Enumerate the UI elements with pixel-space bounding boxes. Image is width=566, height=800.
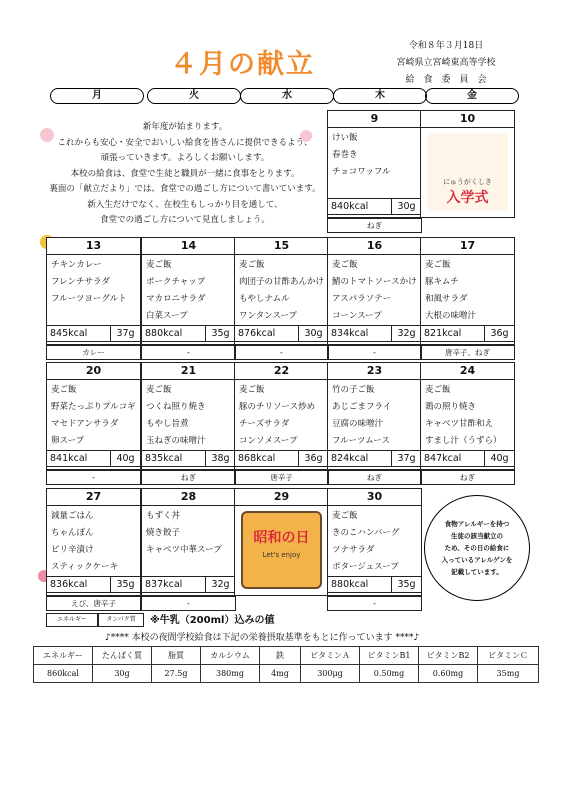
header-info <box>386 38 506 89</box>
protein-value: 32g <box>205 577 235 592</box>
nutrition-standards-table <box>33 646 539 683</box>
menu-item: 竹の子ご飯 <box>332 385 375 395</box>
energy-value: 824kcal <box>331 453 369 464</box>
allergen-note: - <box>327 345 422 360</box>
day-number: 24 <box>421 363 514 380</box>
std-header: たんぱく質 <box>93 647 152 665</box>
menu-list <box>332 257 417 325</box>
menu-list <box>425 382 502 450</box>
illustration <box>427 133 508 211</box>
menu-list <box>332 130 390 181</box>
menu-item: ちゃんぽん <box>51 528 94 538</box>
std-header: ビタミンB1 <box>360 647 419 665</box>
std-value: 300μg <box>301 665 360 683</box>
menu-item: ピリ辛漬け <box>51 545 94 555</box>
nutrition-box <box>420 450 515 467</box>
protein-value: 38g <box>205 451 235 466</box>
menu-item: もずく丼 <box>146 511 181 521</box>
nutrition-box <box>141 450 236 467</box>
allergen-note: ねぎ <box>327 470 422 485</box>
std-value: 4mg <box>260 665 301 683</box>
menu-item: すまし汁（うずら） <box>425 436 502 446</box>
allergen-note: カレー <box>46 345 141 360</box>
menu-item: 麦ご飯 <box>332 511 358 521</box>
menu-item: もやしナムル <box>239 294 290 304</box>
menu-item: あじごまフライ <box>332 402 392 412</box>
greeting-line: 本校の給食は、食堂で生徒と職員が一緒に食事をとります。 <box>70 168 300 179</box>
menu-item: 野菜たっぷりプルコギ <box>51 402 136 412</box>
std-header: 鉄 <box>260 647 301 665</box>
menu-item: チキンカレー <box>51 260 102 270</box>
legend-protein: タンパク質 <box>98 613 144 627</box>
std-value: 30g <box>93 665 152 683</box>
greeting-line: 新年度が始まります。 <box>142 122 228 132</box>
std-value: 27.5g <box>152 665 201 683</box>
menu-item: もやし旨煮 <box>146 419 189 429</box>
weekday-fri: 金 <box>425 88 519 104</box>
nutrition-box <box>234 450 329 467</box>
illustration-subtext: Let's enjoy <box>262 551 301 559</box>
day-number: 23 <box>328 363 421 380</box>
day-number: 29 <box>235 489 328 506</box>
menu-list <box>146 508 222 559</box>
protein-value: 30g <box>391 199 421 214</box>
energy-value: 835kcal <box>145 453 183 464</box>
legend-energy: エネルギー <box>46 613 98 627</box>
greeting-line: 新入生だけでなく、在校生もしっかり目を通して、 <box>87 199 283 210</box>
energy-value: 840kcal <box>331 201 369 212</box>
allergen-note: 唐辛子 <box>234 470 329 485</box>
menu-item: 卵スープ <box>51 436 85 446</box>
allergen-note: - <box>327 596 422 611</box>
menu-list <box>146 257 205 325</box>
menu-item: 焼き餃子 <box>146 528 181 538</box>
menu-item: キャベツ甘酢和え <box>425 419 494 429</box>
std-header: ビタミンＣ <box>478 647 539 665</box>
day-number: 30 <box>328 489 421 506</box>
menu-item: 大根の味噌汁 <box>425 311 477 321</box>
menu-item: 麦ご飯 <box>239 385 265 395</box>
day-number: 16 <box>328 238 421 255</box>
protein-value: 32g <box>391 326 421 341</box>
illustration-title: 入学式 <box>446 190 489 206</box>
energy-value: 821kcal <box>424 328 462 339</box>
issue-date: 令和８年３月18日 <box>408 41 484 51</box>
std-value: 0.60mg <box>419 665 478 683</box>
protein-value: 36g <box>298 451 328 466</box>
std-header: ビタミンB2 <box>419 647 478 665</box>
nutrition-box <box>46 325 141 342</box>
nutrition-box <box>327 325 422 342</box>
menu-list <box>239 382 315 450</box>
nutrition-box <box>327 576 422 593</box>
allergen-note: - <box>141 596 236 611</box>
menu-item: 麦ご飯 <box>239 260 265 270</box>
illustration <box>241 511 322 589</box>
allergy-note <box>424 495 530 601</box>
weekday-mon: 月 <box>50 88 144 104</box>
school-name: 宮崎県立宮崎東高等学校 <box>396 58 496 68</box>
allergy-line: 入っているアレルゲンを <box>441 556 513 564</box>
menu-item: コンソメスープ <box>239 436 298 446</box>
menu-list <box>51 382 136 450</box>
std-header: エネルギー <box>34 647 93 665</box>
energy-value: 836kcal <box>50 579 88 590</box>
day-number: 22 <box>235 363 328 380</box>
menu-item: 麦ご飯 <box>425 260 451 270</box>
energy-value: 880kcal <box>331 579 369 590</box>
energy-value: 847kcal <box>424 453 462 464</box>
menu-item: 麦ご飯 <box>51 385 77 395</box>
menu-list <box>51 257 127 308</box>
menu-item: マセドアンサラダ <box>51 419 119 429</box>
nutrition-box <box>327 450 422 467</box>
allergen-note: えび、唐辛子 <box>46 596 141 611</box>
day-cell <box>234 488 329 596</box>
nutrition-box <box>141 325 236 342</box>
protein-value: 35g <box>391 577 421 592</box>
day-number: 15 <box>235 238 328 255</box>
nutrition-box <box>327 198 422 215</box>
greeting-line: 食堂での過ごし方について見直しましょう。 <box>100 215 270 225</box>
nutrition-box <box>234 325 329 342</box>
illustration-title: 昭和の日 <box>253 530 310 546</box>
allergen-note: - <box>141 345 236 360</box>
energy-value: 837kcal <box>145 579 183 590</box>
weekday-wed: 水 <box>240 88 334 104</box>
day-number: 20 <box>47 363 140 380</box>
menu-item: スティックケーキ <box>51 562 119 572</box>
nutrition-box <box>141 576 236 593</box>
menu-list <box>425 257 476 325</box>
allergy-line: 記載しています。 <box>451 568 503 576</box>
menu-item: 減量ごはん <box>51 511 94 521</box>
day-number: 27 <box>47 489 140 506</box>
greeting-line: 頑張っていきます。よろしくお願いします。 <box>100 153 270 163</box>
protein-value: 37g <box>391 451 421 466</box>
day-number: 14 <box>142 238 235 255</box>
allergy-line: 食物アレルギーを持つ <box>444 520 510 528</box>
menu-item: けい飯 <box>332 133 358 143</box>
greeting-message <box>40 120 330 229</box>
menu-list <box>239 257 324 325</box>
menu-list <box>332 382 391 450</box>
energy-value: 845kcal <box>50 328 88 339</box>
day-cell <box>420 110 515 218</box>
std-header: 脂質 <box>152 647 201 665</box>
menu-item: 玉ねぎの味噌汁 <box>146 436 206 446</box>
menu-item: 肉団子の甘酢あんかけ <box>239 277 325 287</box>
page-title: ４月の献立 <box>170 49 315 80</box>
menu-list <box>146 382 206 450</box>
illustration-subtext: にゅうがくしき <box>443 178 492 186</box>
protein-value: 36g <box>484 326 514 341</box>
menu-item: 麦ご飯 <box>332 260 358 270</box>
standards-caption: ♪**** 本校の夜間学校給食は下記の栄養摂取基準をもとに作っています ****♪ <box>105 633 420 643</box>
allergen-note: ねぎ <box>327 218 422 233</box>
menu-item: 鶏の照り焼き <box>425 402 477 412</box>
nutrition-box <box>46 576 141 593</box>
menu-item: ポークチャップ <box>146 277 206 287</box>
menu-item: フルーツムース <box>332 436 390 446</box>
allergen-note: - <box>46 470 141 485</box>
nutrition-box <box>420 325 515 342</box>
std-header: カルシウム <box>201 647 260 665</box>
menu-item: チョコワッフル <box>332 167 391 177</box>
day-number: 21 <box>142 363 235 380</box>
allergy-line: 生徒の該当献立の <box>451 532 503 540</box>
menu-item: フルーツヨーグルト <box>51 294 127 304</box>
nutrition-box <box>46 450 141 467</box>
menu-item: 白菜スープ <box>146 311 188 321</box>
menu-item: フレンチサラダ <box>51 277 110 287</box>
day-number: 10 <box>421 111 514 128</box>
menu-list <box>332 508 399 576</box>
standards-value-row <box>34 665 539 683</box>
standards-header-row <box>34 647 539 665</box>
weekday-tue: 火 <box>147 88 241 104</box>
menu-item: コーンスープ <box>332 311 382 321</box>
menu-item: ツナサラダ <box>332 545 375 555</box>
protein-value: 40g <box>110 451 140 466</box>
std-header: ビタミンＡ <box>301 647 360 665</box>
day-number: 9 <box>328 111 421 128</box>
menu-item: きのこハンバーグ <box>332 528 400 538</box>
greeting-line: これからも安心・安全でおいしい給食を皆さんに提供できるよう、 <box>57 137 313 148</box>
std-value: 35mg <box>478 665 539 683</box>
menu-item: 豆腐の味噌汁 <box>332 419 384 429</box>
committee-name: 給 食 委 員 会 <box>405 75 487 85</box>
protein-value: 30g <box>298 326 328 341</box>
greeting-line: 裏面の「献立だより」では、食堂での過ごし方について書いています。 <box>49 184 321 194</box>
menu-item: 麦ご飯 <box>146 260 172 270</box>
menu-item: つくね照り焼き <box>146 402 206 412</box>
milk-note: ※牛乳（200ml）込みの値 <box>150 615 275 626</box>
std-value: 380mg <box>201 665 260 683</box>
weekday-thu: 木 <box>333 88 427 104</box>
energy-value: 834kcal <box>331 328 369 339</box>
energy-value: 841kcal <box>50 453 88 464</box>
menu-item: 麦ご飯 <box>146 385 172 395</box>
menu-item: マカロニサラダ <box>146 294 206 304</box>
day-number: 13 <box>47 238 140 255</box>
menu-item: 麦ご飯 <box>425 385 451 395</box>
day-number: 17 <box>421 238 514 255</box>
menu-item: 春巻き <box>332 150 358 160</box>
menu-item: アスパラソテー <box>332 294 392 304</box>
menu-item: ポタージュスープ <box>332 562 399 572</box>
allergen-note: - <box>234 345 329 360</box>
menu-item: チーズサラダ <box>239 419 290 429</box>
day-number: 28 <box>142 489 235 506</box>
protein-value: 40g <box>484 451 514 466</box>
menu-item: ワンタンスープ <box>239 311 298 321</box>
protein-value: 37g <box>110 326 140 341</box>
std-value: 0.50mg <box>360 665 419 683</box>
menu-item: 和風サラダ <box>425 294 468 304</box>
allergen-note: ねぎ <box>141 470 236 485</box>
allergen-note: 唐辛子、ねぎ <box>420 345 515 360</box>
protein-value: 35g <box>205 326 235 341</box>
menu-item: 豚のチリソース炒め <box>239 402 316 412</box>
protein-value: 35g <box>110 577 140 592</box>
menu-item: 豚キムチ <box>425 277 459 287</box>
allergy-line: ため、その日の給食に <box>444 544 510 552</box>
menu-item: キャベツ中華スープ <box>146 545 222 555</box>
energy-value: 880kcal <box>145 328 183 339</box>
energy-value: 868kcal <box>238 453 276 464</box>
menu-item: 鯖のトマトソースかけ <box>332 277 417 287</box>
allergen-note: ねぎ <box>420 470 515 485</box>
energy-value: 876kcal <box>238 328 276 339</box>
std-value: 860kcal <box>34 665 93 683</box>
menu-list <box>51 508 118 576</box>
